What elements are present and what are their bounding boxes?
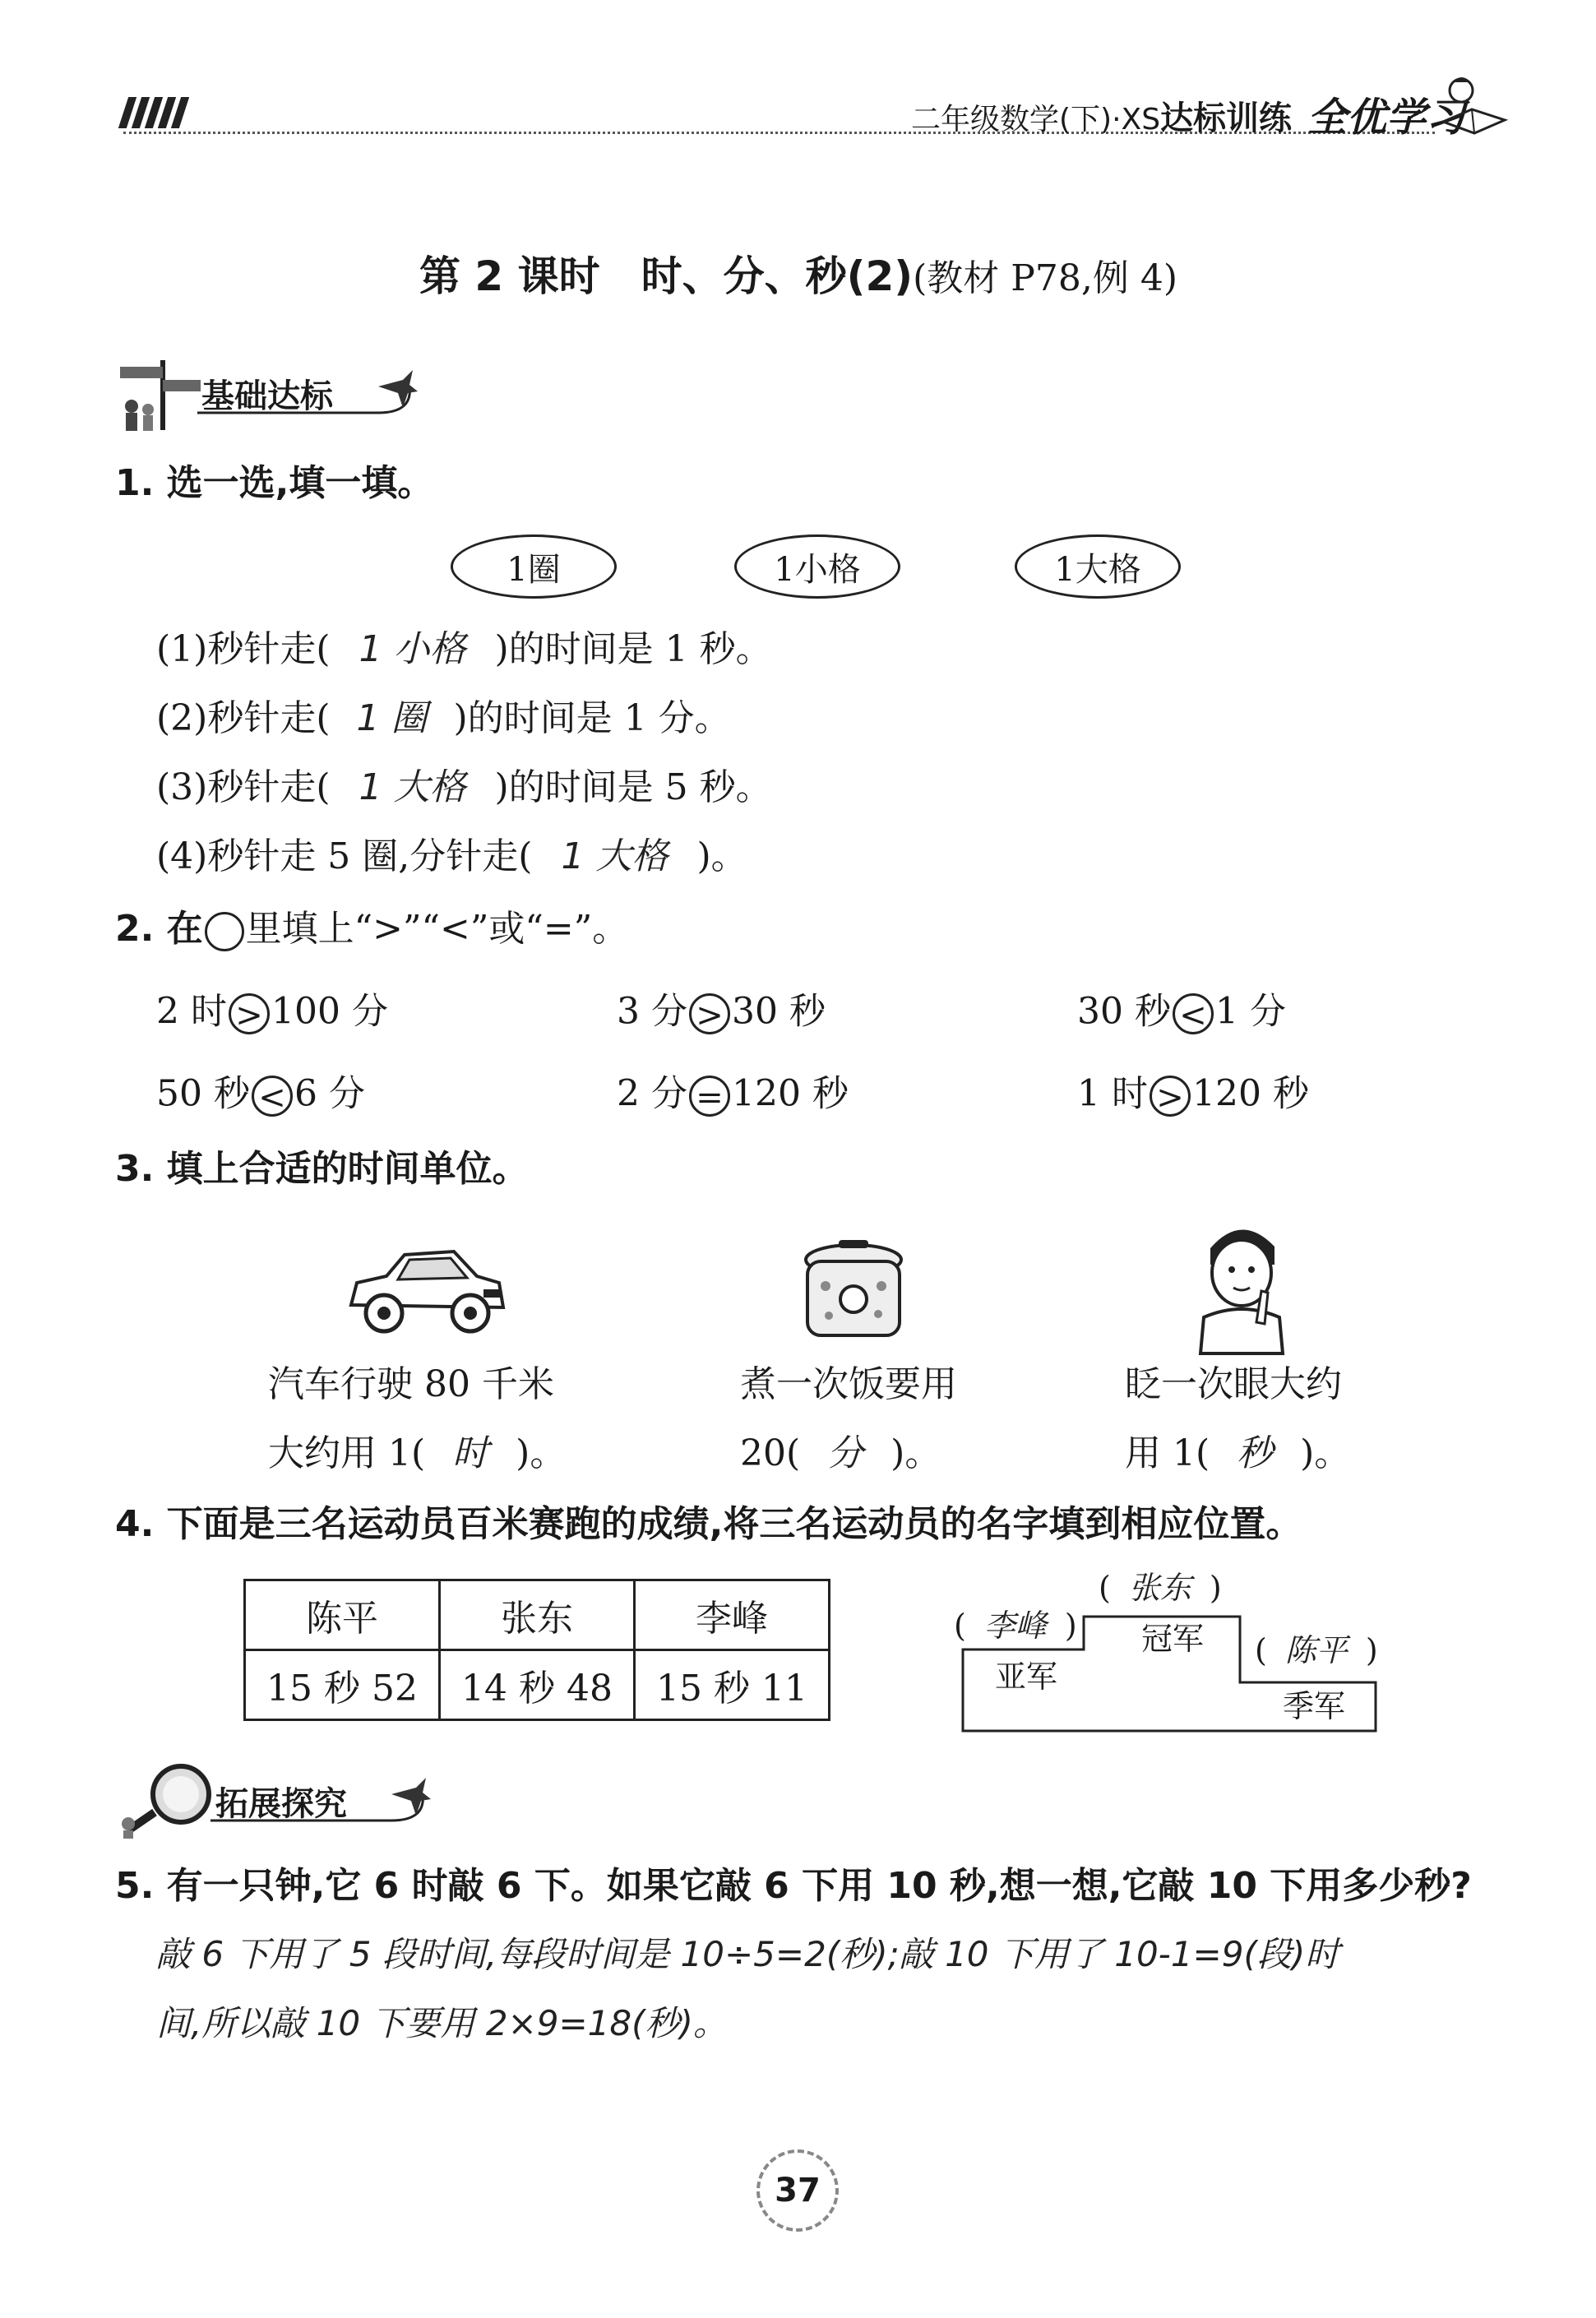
q2-sign-1[interactable]: > xyxy=(229,993,270,1034)
q2-compare-5: 2 分 = 120 秒 xyxy=(617,1072,849,1117)
q1-item-3: (3)秒针走( 1 大格 )的时间是 5 秒。 xyxy=(156,766,772,808)
q2-compare-6: 1 时 > 120 秒 xyxy=(1077,1072,1309,1117)
q3-item-2-line2: 20( 分 )。 xyxy=(740,1432,941,1474)
podium-third-name: ( 陈平 ) xyxy=(1255,1632,1378,1668)
q1-item-1: (1)秒针走( 1 小格 )的时间是 1 秒。 xyxy=(156,628,772,670)
reading-student-icon xyxy=(1435,72,1509,138)
q1-option-big-tick: 1大格 xyxy=(1015,534,1181,599)
series-prefix: 二年级数学(下)·XS xyxy=(911,103,1161,136)
car-icon xyxy=(339,1235,511,1342)
table-header-cell: 陈平 xyxy=(245,1580,440,1650)
q4-prompt: 4. 下面是三名运动员百米赛跑的成绩,将三名运动员的名字填到相应位置。 xyxy=(115,1503,1302,1545)
section-basic-underline xyxy=(197,362,419,419)
lesson-title-main: 第 2 课时 时、分、秒(2) xyxy=(419,252,914,300)
q3-answer-2[interactable]: 分 xyxy=(827,1432,864,1474)
q3-item-3-line1: 眨一次眼大约 xyxy=(1125,1363,1342,1405)
q2-compare-4: 50 秒 < 6 分 xyxy=(156,1072,365,1117)
table-row xyxy=(245,1580,830,1650)
q3-answer-3[interactable]: 秒 xyxy=(1237,1432,1274,1474)
q1-item-2: (2)秒针走( 1 圈 )的时间是 1 分。 xyxy=(156,697,731,739)
q1-answer-4[interactable]: 1 大格 xyxy=(561,835,668,877)
podium-second-name: ( 李峰 ) xyxy=(954,1608,1077,1644)
q3-item-1-line1: 汽车行驶 80 千米 xyxy=(268,1363,554,1405)
q3-item-1-line2: 大约用 1( 时 )。 xyxy=(268,1432,567,1474)
magnifier-icon xyxy=(112,1760,227,1839)
table-header-cell: 李峰 xyxy=(635,1580,830,1650)
header-stripes-decoration xyxy=(123,97,202,130)
series-title xyxy=(911,92,1292,139)
q5-answer-line-2[interactable]: 间,所以敲 10 下要用 2×9=18(秒)。 xyxy=(156,2003,728,2043)
podium-first-label: 冠军 xyxy=(1141,1621,1205,1657)
podium-second-label: 亚军 xyxy=(995,1659,1058,1695)
lesson-title xyxy=(419,243,1177,303)
q1-answer-1[interactable]: 1 小格 xyxy=(359,628,466,670)
q2-sign-2[interactable]: > xyxy=(689,993,730,1034)
podium-first-answer[interactable]: 张东 xyxy=(1128,1570,1191,1606)
q2-sign-5[interactable]: = xyxy=(689,1076,730,1117)
podium-third-label: 季军 xyxy=(1283,1688,1346,1724)
podium-second-answer[interactable]: 李峰 xyxy=(983,1608,1047,1644)
q1-item-4: (4)秒针走 5 圈,分针走( 1 大格 )。 xyxy=(156,835,747,877)
q3-item-3-line2: 用 1( 秒 )。 xyxy=(1125,1432,1351,1474)
podium-third-answer[interactable]: 陈平 xyxy=(1284,1632,1348,1668)
rice-cooker-icon xyxy=(796,1235,911,1350)
q1-option-small-tick: 1小格 xyxy=(734,534,900,599)
q4-score-table xyxy=(243,1579,830,1721)
series-suffix: 达标训练 xyxy=(1160,99,1293,137)
page-number: 37 xyxy=(756,2149,839,2232)
lesson-textbook-ref: (教材 P78,例 4) xyxy=(913,257,1177,299)
table-header-cell: 张东 xyxy=(440,1580,635,1650)
brand-logo: 全优学习 xyxy=(1307,95,1466,141)
q3-prompt: 3. 填上合适的时间单位。 xyxy=(115,1148,529,1190)
q2-sign-4[interactable]: < xyxy=(252,1076,293,1117)
q2-sign-6[interactable]: > xyxy=(1150,1076,1191,1117)
q1-option-circle: 1圈 xyxy=(451,534,617,599)
q3-answer-1[interactable]: 时 xyxy=(452,1432,489,1474)
table-row xyxy=(245,1650,830,1720)
section-basic-title: 基础达标 xyxy=(201,377,333,415)
table-cell: 15 秒 11 xyxy=(635,1650,830,1720)
q2-blank-circle-icon xyxy=(205,912,244,951)
podium-first-name: ( 张东 ) xyxy=(1099,1570,1222,1606)
q1-prompt: 1. 选一选,填一填。 xyxy=(115,462,434,504)
q5-answer-line-1[interactable]: 敲 6 下用了 5 段时间,每段时间是 10÷5=2(秒);敲 10 下用了 10-1=9(段)时 xyxy=(156,1934,1340,1974)
q5-prompt: 5. 有一只钟,它 6 时敲 6 下。如果它敲 6 下用 10 秒,想一想,它敲 10 下用多少秒? xyxy=(115,1865,1472,1907)
section-extend-title: 拓展探究 xyxy=(215,1785,347,1823)
section-extend-underline xyxy=(210,1768,433,1827)
table-cell: 15 秒 52 xyxy=(245,1650,440,1720)
boy-icon xyxy=(1192,1215,1291,1355)
q1-answer-2[interactable]: 1 圈 xyxy=(356,697,428,739)
q2-compare-3: 30 秒 < 1 分 xyxy=(1077,990,1286,1034)
q2-prompt: 2. 在 里填上“>”“<”或“=”。 xyxy=(115,908,629,950)
q2-sign-3[interactable]: < xyxy=(1173,993,1214,1034)
q2-compare-2: 3 分 > 30 秒 xyxy=(617,990,826,1034)
table-cell: 14 秒 48 xyxy=(440,1650,635,1720)
q1-answer-3[interactable]: 1 大格 xyxy=(359,766,466,808)
q2-compare-1: 2 时 > 100 分 xyxy=(156,990,388,1034)
q3-item-2-line1: 煮一次饭要用 xyxy=(740,1363,957,1405)
